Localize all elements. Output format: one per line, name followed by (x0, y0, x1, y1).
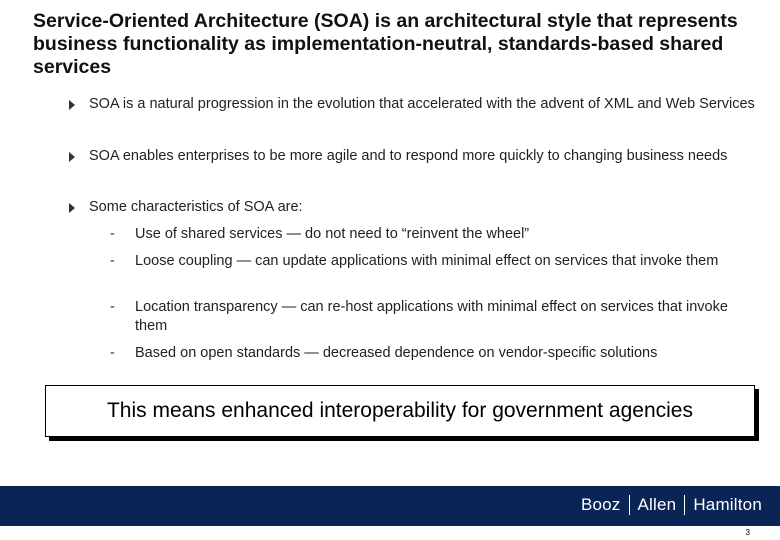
dash-bullet-icon: - (110, 299, 115, 315)
footer-bar (0, 486, 780, 526)
slide-title: Service-Oriented Architecture (SOA) is an architectural style that represents business functionality as implementation-neutral, standards-based shared services (33, 10, 738, 78)
logo-separator (629, 495, 630, 515)
sub-bullet-item (110, 252, 750, 271)
page-number: 3 (745, 528, 750, 537)
sub-bullet-text: Loose coupling — can update applications with minimal effect on services that invoke them (135, 253, 719, 269)
sub-bullet-text: Based on open standards — decreased dependence on vendor-specific solutions (135, 345, 658, 361)
sub-bullet-text: Use of shared services — do not need to “reinvent the wheel” (135, 226, 530, 242)
logo-word-allen: Allen (637, 495, 677, 514)
sub-bullet-item (110, 344, 750, 363)
sub-bullet-text: Location transparency — can re-host applications with minimal effect on services that invoke them (135, 299, 728, 334)
bullet-item (89, 147, 759, 166)
sub-bullet-item (110, 298, 750, 336)
bullet-text: SOA enables enterprises to be more agile and to respond more quickly to changing business needs (89, 148, 728, 164)
bullet-text: Some characteristics of SOA are: (89, 199, 303, 215)
logo-word-hamilton: Hamilton (693, 495, 762, 514)
logo-separator (684, 495, 685, 515)
triangle-bullet-icon (69, 100, 75, 110)
triangle-bullet-icon (69, 152, 75, 162)
bullet-item (89, 198, 759, 217)
triangle-bullet-icon (69, 203, 75, 213)
bullet-item (89, 95, 759, 114)
dash-bullet-icon: - (110, 345, 115, 361)
logo-word-booz: Booz (580, 495, 621, 514)
dash-bullet-icon: - (110, 226, 115, 242)
callout-box (45, 385, 755, 437)
dash-bullet-icon: - (110, 253, 115, 269)
callout-text: This means enhanced interoperability for government agencies (106, 399, 693, 422)
bullet-text: SOA is a natural progression in the evolution that accelerated with the advent of XML and Web Services (89, 96, 755, 112)
company-logo (581, 495, 762, 515)
sub-bullet-item (110, 225, 750, 244)
